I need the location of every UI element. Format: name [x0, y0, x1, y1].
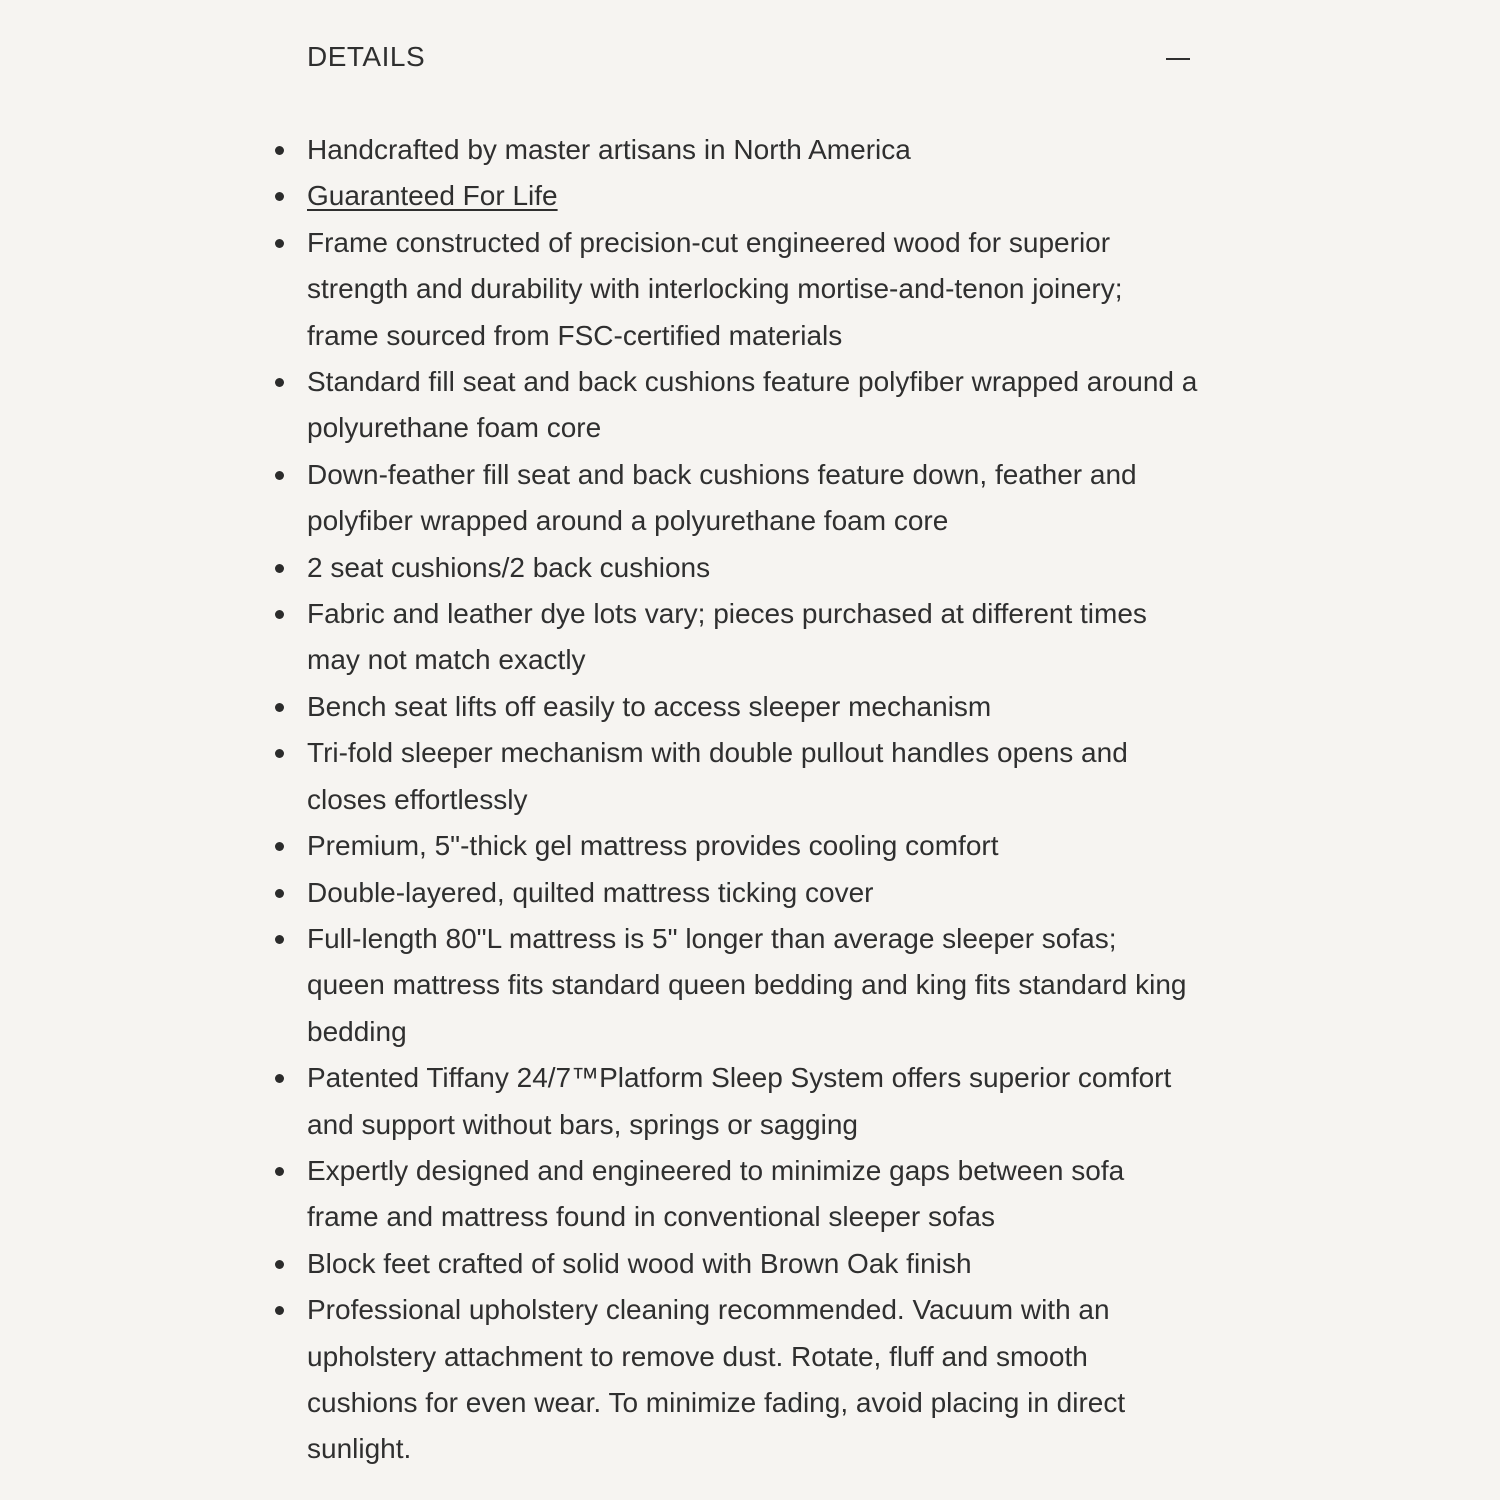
bullet-icon [275, 1260, 284, 1269]
list-item-text: Professional upholstery cleaning recommended. Vacuum with an upholstery attachment to remove dust. Rotate, fluff and smooth cushions for even wear. To minimize fading, avoid placing in direct sunlight. [307, 1294, 1126, 1465]
minus-icon [1166, 58, 1190, 60]
bullet-icon [275, 610, 284, 619]
list-item [307, 870, 1200, 916]
list-item [307, 916, 1200, 1055]
list-item [307, 1055, 1200, 1148]
list-item-text: Handcrafted by master artisans in North America [307, 134, 911, 165]
list-item-text: Premium, 5"-thick gel mattress provides cooling comfort [307, 830, 999, 862]
bullet-icon [275, 564, 284, 573]
list-item [307, 173, 1200, 219]
guaranteed-for-life-link[interactable]: Guaranteed For Life [307, 180, 558, 212]
list-item-text: Block feet crafted of solid wood with Brown Oak finish [307, 1247, 972, 1279]
list-item [307, 545, 1200, 591]
bullet-icon [275, 889, 284, 898]
list-item [307, 1287, 1200, 1473]
list-item-text: 2 seat cushions/2 back cushions [307, 551, 711, 583]
bullet-icon [275, 1074, 284, 1083]
details-header[interactable] [307, 0, 1200, 116]
list-item [307, 1148, 1200, 1241]
list-item [307, 220, 1200, 359]
list-item-text: Expertly designed and engineered to minimize gaps between sofa frame and mattress found in conventional sleeper sofas [307, 1154, 1125, 1233]
list-item-text: Double-layered, quilted mattress ticking cover [307, 876, 874, 908]
bullet-icon [275, 378, 284, 387]
list-item [307, 1241, 1200, 1287]
collapse-minus-icon[interactable] [1163, 44, 1193, 74]
list-item [307, 359, 1200, 452]
list-item [307, 127, 1200, 173]
details-panel [307, 0, 1200, 1465]
list-item-text: Full-length 80"L mattress is 5" longer than average sleeper sofas; queen mattress fits standard queen bedding and king fits standard king bedding [307, 922, 1187, 1047]
bullet-icon [275, 471, 284, 480]
bullet-icon [275, 749, 284, 758]
bullet-icon [275, 1306, 284, 1315]
bullet-icon [275, 239, 284, 248]
list-item [307, 684, 1200, 730]
bullet-icon [275, 842, 284, 851]
bullet-icon [275, 192, 284, 201]
list-item-text: Tri-fold sleeper mechanism with double pullout handles opens and closes effortlessly [307, 737, 1128, 815]
bullet-icon [275, 146, 284, 155]
list-item [307, 730, 1200, 823]
list-item-text: Frame constructed of precision-cut engineered wood for superior strength and durability with interlocking mortise-and-tenon joinery; frame sourced from FSC-certified materials [307, 226, 1123, 351]
details-list [307, 127, 1200, 1473]
bullet-icon [275, 935, 284, 944]
list-item [307, 823, 1200, 869]
list-item-text: Bench seat lifts off easily to access sleeper mechanism [307, 690, 992, 722]
list-item-text: Down-feather fill seat and back cushions feature down, feather and polyfiber wrapped around a polyurethane foam core [307, 458, 1137, 537]
list-item [307, 452, 1200, 545]
list-item-text: Patented Tiffany 24/7™Platform Sleep System offers superior comfort and support without bars, springs or sagging [307, 1062, 1172, 1140]
bullet-icon [275, 703, 284, 712]
list-item-text: Fabric and leather dye lots vary; pieces purchased at different times may not match exactly [307, 598, 1147, 676]
bullet-icon [275, 1167, 284, 1176]
details-title: DETAILS [307, 41, 426, 72]
list-item [307, 591, 1200, 684]
list-item-text: Standard fill seat and back cushions feature polyfiber wrapped around a polyurethane foam core [307, 366, 1198, 444]
